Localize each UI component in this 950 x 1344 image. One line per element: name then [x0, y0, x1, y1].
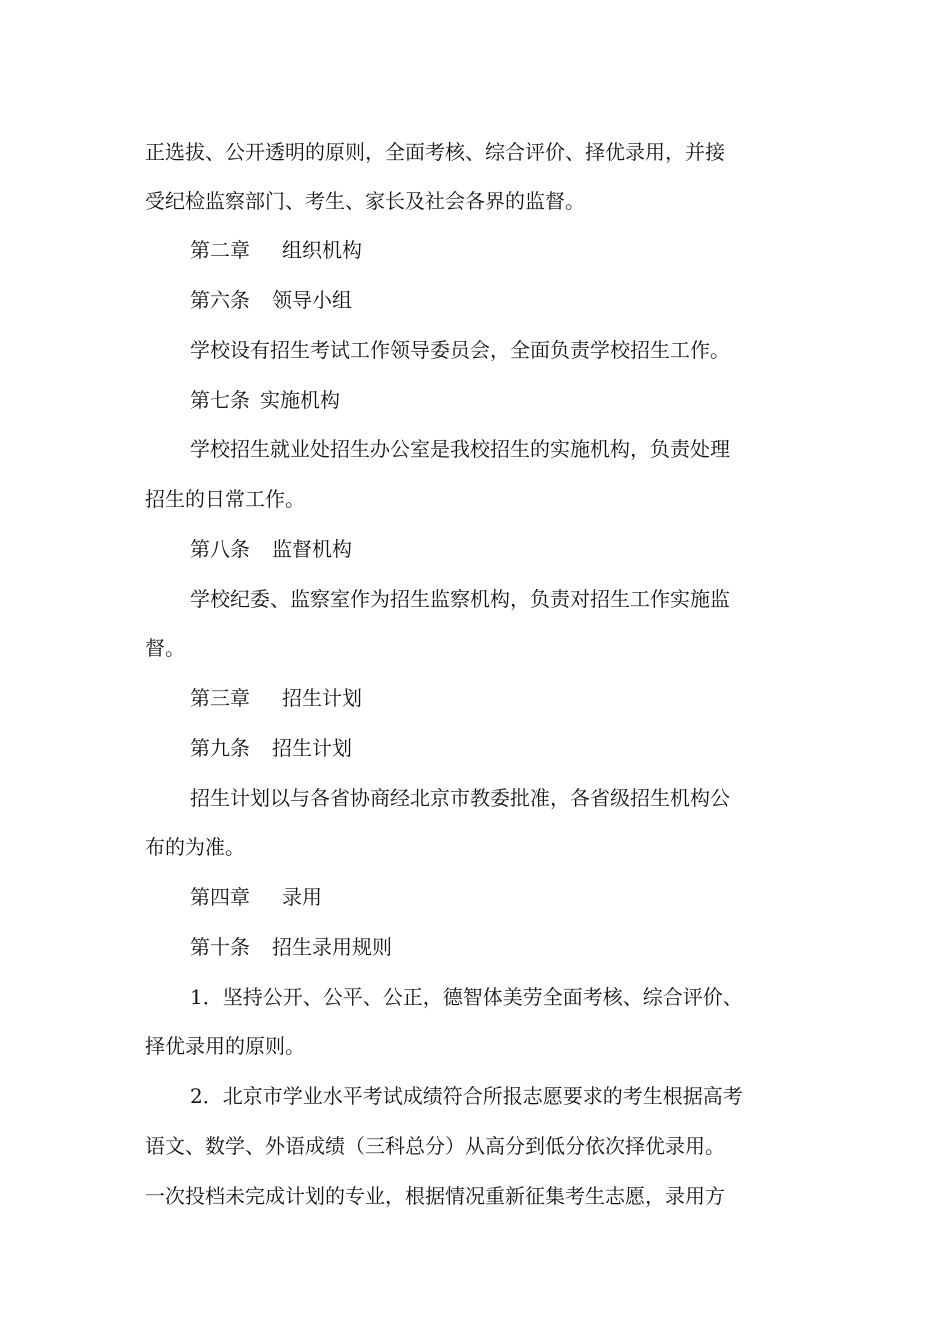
article-heading	[0, 536, 950, 562]
paragraph-line: 招生的日常工作。	[145, 487, 305, 511]
paragraph-line: 一次投档未完成计划的专业，根据情况重新征集考生志愿，录用方	[145, 1184, 725, 1208]
article-number: 第十条	[190, 935, 250, 959]
chapter-heading	[0, 237, 950, 263]
paragraph-line: 2．北京市学业水平考试成绩符合所报志愿要求的考生根据高考	[190, 1084, 743, 1108]
paragraph-line: 布的为准。	[145, 835, 245, 859]
paragraph-line: 学校招生就业处招生办公室是我校招生的实施机构，负责处理	[190, 437, 730, 461]
chapter-number: 第二章	[190, 238, 250, 262]
article-heading	[0, 287, 950, 313]
chapter-title: 录用	[282, 885, 322, 909]
article-heading	[0, 735, 950, 761]
article-title: 招生计划	[272, 736, 352, 760]
paragraph-line: 督。	[145, 636, 185, 660]
article-number: 第八条	[190, 537, 250, 561]
article-number: 第九条	[190, 736, 250, 760]
article-title: 实施机构	[260, 388, 340, 412]
article-heading	[0, 934, 950, 960]
paragraph-line: 学校纪委、监察室作为招生监察机构，负责对招生工作实施监	[190, 587, 730, 611]
paragraph-line: 语文、数学、外语成绩（三科总分）从高分到低分依次择优录用。	[145, 1134, 725, 1158]
article-title: 监督机构	[272, 537, 352, 561]
paragraph-line: 择优录用的原则。	[145, 1034, 305, 1058]
article-title: 领导小组	[272, 288, 352, 312]
article-title: 招生录用规则	[272, 935, 392, 959]
paragraph-line: 1．坚持公开、公平、公正，德智体美劳全面考核、综合评价、	[190, 985, 743, 1009]
chapter-title: 招生计划	[282, 686, 362, 710]
chapter-number: 第三章	[190, 686, 250, 710]
paragraph-line: 受纪检监察部门、考生、家长及社会各界的监督。	[145, 189, 585, 213]
article-number: 第七条	[190, 388, 250, 412]
article-heading	[0, 387, 950, 413]
chapter-heading	[0, 884, 950, 910]
chapter-title: 组织机构	[282, 238, 362, 262]
chapter-heading	[0, 685, 950, 711]
article-number: 第六条	[190, 288, 250, 312]
paragraph-line: 学校设有招生考试工作领导委员会，全面负责学校招生工作。	[190, 338, 730, 362]
paragraph-line: 招生计划以与各省协商经北京市教委批准，各省级招生机构公	[190, 786, 730, 810]
chapter-number: 第四章	[190, 885, 250, 909]
paragraph-line: 正选拔、公开透明的原则，全面考核、综合评价、择优录用，并接	[145, 140, 725, 164]
